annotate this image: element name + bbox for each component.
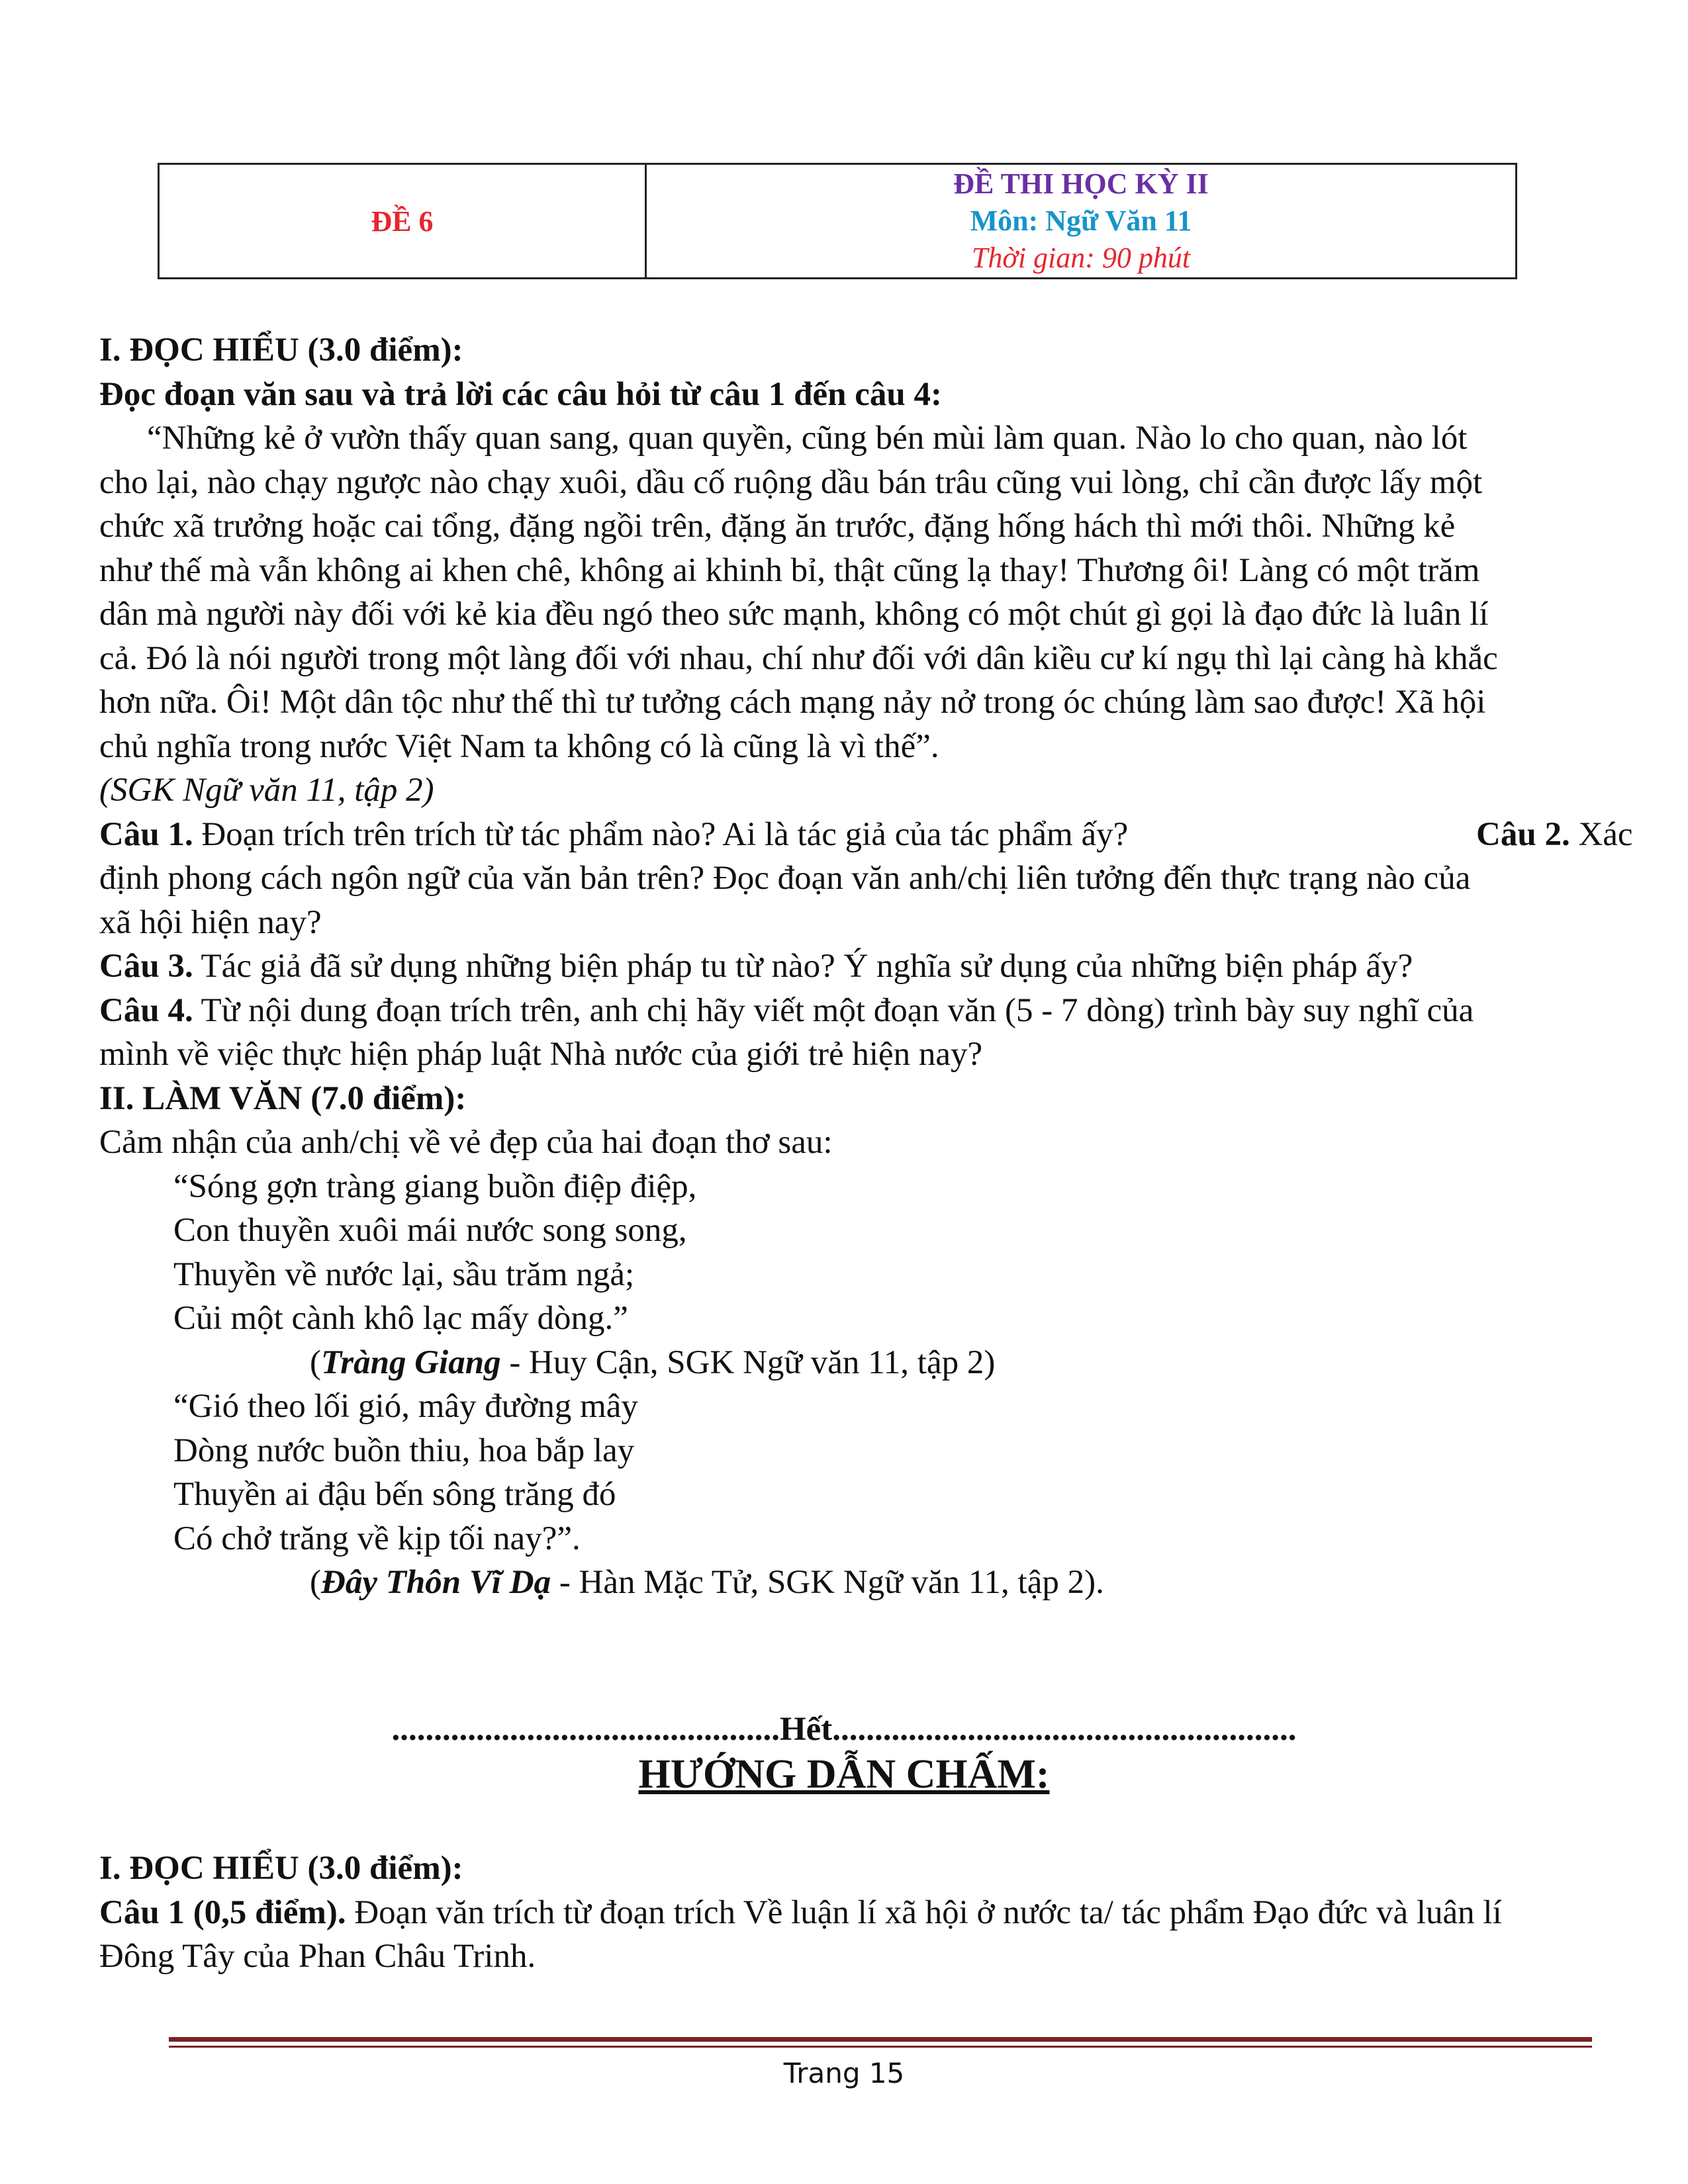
exam-subject: Môn: Ngữ Văn 11 bbox=[970, 205, 1192, 237]
poem2-line: Dòng nước buồn thiu, hoa bắp lay bbox=[173, 1432, 635, 1469]
poem2-line: Có chở trăng về kịp tối nay?”. bbox=[173, 1520, 581, 1557]
poem1-credit-line bbox=[99, 1341, 1688, 1385]
grading-guide bbox=[99, 1846, 1688, 1979]
question-4-label: Câu 4. bbox=[99, 991, 193, 1029]
guide-title: HƯỚNG DẪN CHẤM: bbox=[638, 1752, 1050, 1797]
end-marker: ..............................................Hết....................................................... bbox=[391, 1711, 1297, 1748]
section1-heading: I. ĐỌC HIỂU (3.0 điểm): bbox=[99, 332, 463, 369]
guide-answer-1-text-a: Đoạn văn trích từ đoạn trích Về luận lí xã hội ở nước ta/ tác phẩm Đạo đức và luân lí bbox=[346, 1893, 1502, 1931]
section2-prompt: Cảm nhận của anh/chị về vẻ đẹp của hai đoạn thơ sau: bbox=[99, 1124, 833, 1161]
footer-rule-thick bbox=[169, 2037, 1592, 2042]
poem2-open-paren: ( bbox=[310, 1564, 321, 1601]
exam-header-box bbox=[158, 163, 1517, 279]
poem1-line: “Sóng gợn tràng giang buồn điệp điệp, bbox=[173, 1167, 697, 1205]
poem2-credit-line bbox=[99, 1561, 1688, 1605]
guide-answer-1 bbox=[99, 1891, 1688, 1935]
exam-code: ĐỀ 6 bbox=[371, 205, 434, 238]
question-2-start bbox=[1476, 813, 1633, 857]
poem1-credit: - Huy Cận, SGK Ngữ văn 11, tập 2) bbox=[500, 1343, 996, 1381]
passage-line: chức xã trưởng hoặc cai tổng, đặng ngồi trên, đặng ăn trước, đặng hống hách thì mới thôi. Những kẻ bbox=[99, 508, 1456, 545]
question-2-label: Câu 2. bbox=[1476, 815, 1570, 853]
question-3-label: Câu 3. bbox=[99, 948, 193, 985]
poem2-line: Thuyền ai đậu bến sông trăng đó bbox=[173, 1476, 616, 1513]
question-4-text-a: Từ nội dung đoạn trích trên, anh chị hãy viết một đoạn văn (5 - 7 dòng) trình bày suy nghĩ của bbox=[193, 991, 1474, 1029]
poem2-credit: - Hàn Mặc Tử, SGK Ngữ văn 11, tập 2). bbox=[551, 1564, 1104, 1601]
passage-line: chủ nghĩa trong nước Việt Nam ta không có là cũng là vì thế”. bbox=[99, 727, 939, 765]
guide-heading: I. ĐỌC HIỂU (3.0 điểm): bbox=[99, 1850, 463, 1887]
exam-info-cell bbox=[647, 165, 1515, 277]
guide-answer-1-label: Câu 1 (0,5 điểm). bbox=[99, 1893, 346, 1931]
exam-body bbox=[99, 328, 1688, 1605]
passage-line: như thế mà vẫn không ai khen chê, không ai khinh bỉ, thật cũng lạ thay! Thương ôi! Làng có một trăm bbox=[99, 551, 1480, 589]
poem2-title: Đây Thôn Vĩ Dạ bbox=[320, 1564, 551, 1601]
section2-heading: II. LÀM VĂN (7.0 điểm): bbox=[99, 1079, 467, 1117]
question-3-text: Tác giả đã sử dụng những biện pháp tu từ nào? Ý nghĩa sử dụng của những biện pháp ấy? bbox=[193, 948, 1413, 985]
passage-line: cho lại, nào chạy ngược nào chạy xuôi, dầu cố ruộng dầu bán trâu cũng vui lòng, chỉ cần được lấy một bbox=[99, 463, 1483, 501]
footer-rule-thin bbox=[169, 2046, 1592, 2048]
question-2-text-c: xã hội hiện nay? bbox=[99, 903, 322, 941]
question-1-label: Câu 1. bbox=[99, 815, 193, 853]
page-number: Trang 15 bbox=[783, 2057, 905, 2089]
section1-instruction: Đọc đoạn văn sau và trả lời các câu hỏi từ câu 1 đến câu 4: bbox=[99, 375, 942, 413]
question-1-text: Đoạn trích trên trích từ tác phẩm nào? Ai là tác giả của tác phẩm ấy? bbox=[193, 815, 1129, 853]
passage-line: hơn nữa. Ôi! Một dân tộc như thế thì tư tưởng cách mạng nảy nở trong óc chúng làm sao được! Xã hội bbox=[99, 684, 1486, 721]
passage-line: cả. Đó là nói người trong một làng đối với nhau, chí như đối với dân kiều cư kí ngụ thì lại càng hà khắc bbox=[99, 639, 1498, 677]
question-4 bbox=[99, 989, 1688, 1033]
question-2-text-a: Xác bbox=[1570, 815, 1633, 853]
question-3 bbox=[99, 944, 1688, 989]
passage-line: dân mà người này đối với kẻ kia đều ngó theo sức mạnh, không có một chút gì gọi là đạo đức là luân lí bbox=[99, 596, 1489, 633]
poem1-title: Tràng Giang bbox=[320, 1343, 501, 1381]
passage-line: “Những kẻ ở vườn thấy quan sang, quan quyền, cũng bén mùi làm quan. Nào lo cho quan, nào lót bbox=[147, 420, 1468, 457]
exam-time: Thời gian: 90 phút bbox=[971, 242, 1191, 274]
poem1-line: Củi một cành khô lạc mấy dòng.” bbox=[173, 1300, 628, 1337]
exam-code-cell bbox=[160, 165, 647, 277]
question-2-text-b: định phong cách ngôn ngữ của văn bản trên? Đọc đoạn văn anh/chị liên tưởng đến thực trạng nào của bbox=[99, 860, 1471, 897]
passage-source: (SGK Ngữ văn 11, tập 2) bbox=[99, 772, 434, 809]
poem2-line: “Gió theo lối gió, mây đường mây bbox=[173, 1388, 638, 1425]
poem1-open-paren: ( bbox=[310, 1343, 321, 1381]
question-1 bbox=[99, 813, 1688, 857]
question-4-text-b: mình về việc thực hiện pháp luật Nhà nước của giới trẻ hiện nay? bbox=[99, 1036, 983, 1073]
poem1-line: Thuyền về nước lại, sầu trăm ngả; bbox=[173, 1255, 635, 1293]
guide-answer-1-text-b: Đông Tây của Phan Châu Trinh. bbox=[99, 1938, 536, 1975]
exam-title: ĐỀ THI HỌC KỲ II bbox=[953, 167, 1209, 200]
poem1-line: Con thuyền xuôi mái nước song song, bbox=[173, 1212, 687, 1249]
